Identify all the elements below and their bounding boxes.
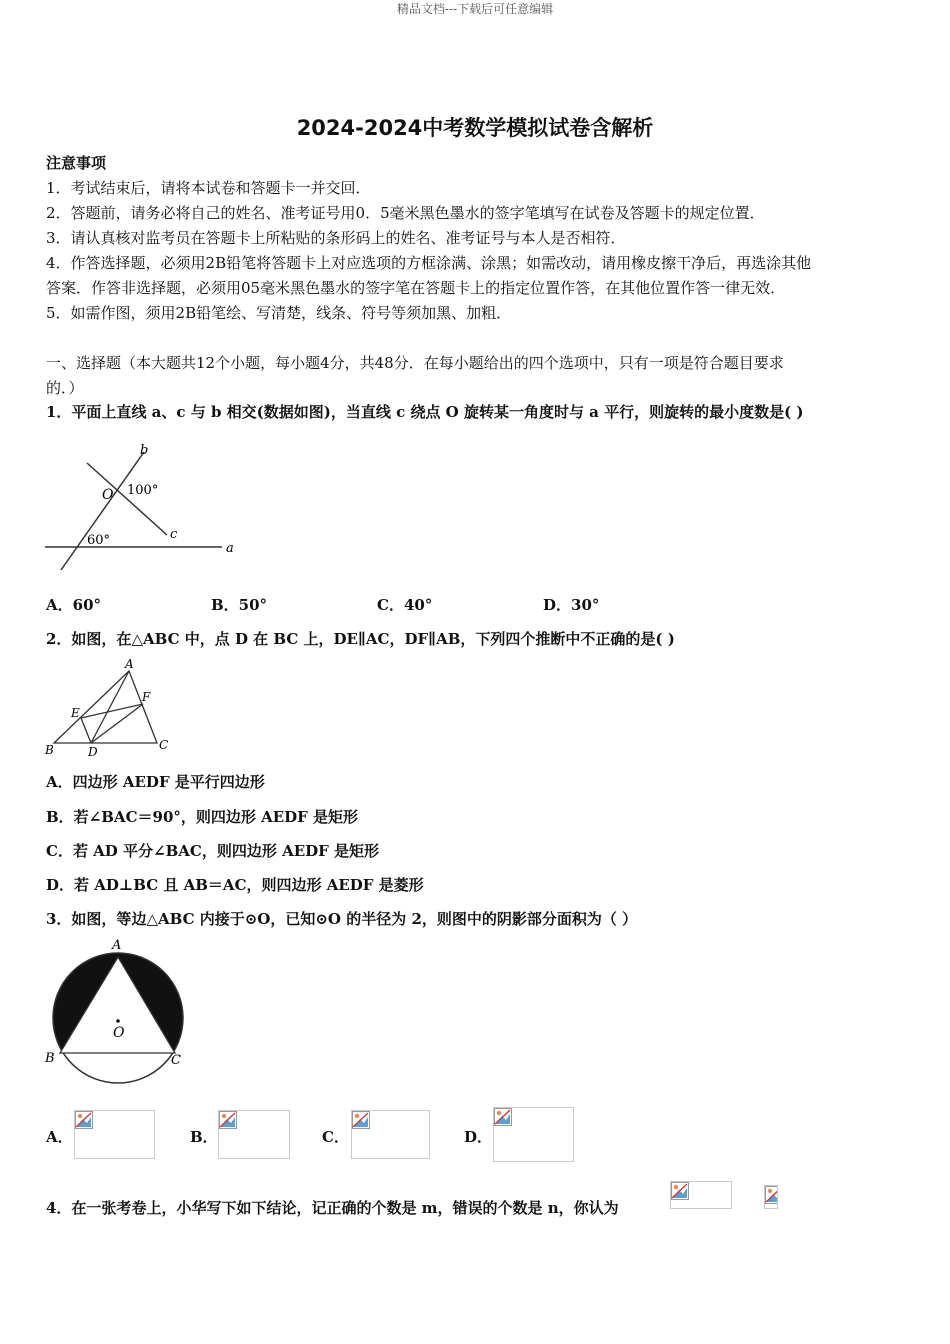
- q3-option-b: B．: [190, 1128, 218, 1146]
- q1-text: 1．平面上直线 a、c 与 b 相交(数据如图)，当直线 c 绕点 O 旋转某一角度时与 a 平行，则旋转的最小度数是( ): [46, 403, 804, 421]
- q2-label-F: F: [142, 690, 151, 704]
- broken-image-icon: [765, 1186, 778, 1204]
- q3-option-b-image: [218, 1110, 290, 1159]
- q2-label-D: D: [88, 745, 98, 759]
- q1-option-b: B．50°: [211, 596, 268, 614]
- notice-item-3: 3．请认真核对监考员在答题卡上所粘贴的条形码上的姓名、准考证号与本人是否相符．: [46, 229, 626, 247]
- q3-option-a-image: [74, 1110, 155, 1159]
- q1-label-a: a: [226, 541, 234, 556]
- notice-item-1: 1．考试结束后，请将本试卷和答题卡一并交回．: [46, 179, 371, 197]
- q1-option-c: C．40°: [377, 596, 433, 614]
- q3-option-d: D．: [464, 1128, 493, 1146]
- q4-text: 4．在一张考卷上，小华写下如下结论，记正确的个数是 m，错误的个数是 n，你认为: [46, 1199, 619, 1217]
- q3-label-B: B: [45, 1051, 55, 1066]
- q3-label-A: A: [112, 938, 122, 953]
- q2-option-b: B．若∠BAC＝90°，则四边形 AEDF 是矩形: [46, 808, 359, 826]
- q1-label-100: 100°: [127, 483, 159, 498]
- q3-option-a: A．: [46, 1128, 73, 1146]
- page-title: 2024-2024中考数学模拟试卷含解析: [296, 116, 654, 140]
- q1-label-O: O: [102, 487, 114, 503]
- notice-item-5: 5．如需作图，须用2B铅笔绘、写清楚，线条、符号等须加黑、加粗．: [46, 304, 512, 322]
- q2-label-C: C: [159, 738, 169, 752]
- q3-option-d-image: [493, 1107, 574, 1162]
- q1-label-c: c: [170, 527, 178, 542]
- q3-label-C: C: [171, 1053, 181, 1068]
- q3-option-c: C．: [322, 1128, 349, 1146]
- broken-image-icon: [494, 1108, 512, 1126]
- q1-option-a: A．60°: [46, 596, 102, 614]
- q3-text: 3．如图，等边△ABC 内接于⊙O，已知⊙O 的半径为 2，则图中的阴影部分面积为（ ）: [46, 910, 638, 928]
- broken-image-icon: [219, 1111, 237, 1129]
- q1-label-b: b: [140, 443, 149, 458]
- section-heading: 一、选择题（本大题共12个小题，每小题4分，共48分．在每小题给出的四个选项中，只有一项是符合题目要求: [46, 354, 784, 372]
- q2-option-d: D．若 AD⊥BC 且 AB＝AC，则四边形 AEDF 是菱形: [46, 876, 424, 894]
- q3-figure: [40, 936, 190, 1088]
- q2-label-A: A: [125, 657, 134, 671]
- q2-option-a: A．四边形 AEDF 是平行四边形: [46, 773, 265, 791]
- broken-image-icon: [671, 1182, 689, 1200]
- q2-label-E: E: [71, 706, 80, 720]
- q3-option-c-image: [351, 1110, 430, 1159]
- q4-inline-image-2: [764, 1185, 778, 1209]
- q2-text: 2．如图，在△ABC 中，点 D 在 BC 上，DE∥AC，DF∥AB，下列四个推断中不正确的是( ): [46, 630, 675, 648]
- q2-figure: [40, 655, 180, 760]
- q2-label-B: B: [45, 743, 54, 757]
- q3-label-O: O: [113, 1025, 125, 1041]
- notice-item-4: 4．作答选择题，必须用2B铅笔将答题卡上对应选项的方框涂满、涂黑；如需改动，请用橡皮擦干净后，再选涂其他: [46, 254, 812, 272]
- section-heading-cont: 的．）: [46, 379, 84, 397]
- notice-item-2: 2．答题前，请务必将自己的姓名、准考证号用0．5毫米黑色墨水的签字笔填写在试卷及答题卡的规定位置．: [46, 204, 765, 222]
- notice-heading: 注意事项: [46, 154, 107, 172]
- q1-label-60: 60°: [87, 533, 111, 548]
- q2-option-c: C．若 AD 平分∠BAC，则四边形 AEDF 是矩形: [46, 842, 380, 860]
- q4-inline-image: [670, 1181, 732, 1209]
- watermark: 精品文档---下载后可任意编辑: [396, 2, 554, 16]
- q1-option-d: D．30°: [543, 596, 600, 614]
- broken-image-icon: [75, 1111, 93, 1129]
- notice-item-4-cont: 答案．作答非选择题，必须用05毫米黑色墨水的签字笔在答题卡上的指定位置作答，在其他位置作答一律无效．: [46, 279, 786, 297]
- broken-image-icon: [352, 1111, 370, 1129]
- q1-figure: [40, 438, 250, 578]
